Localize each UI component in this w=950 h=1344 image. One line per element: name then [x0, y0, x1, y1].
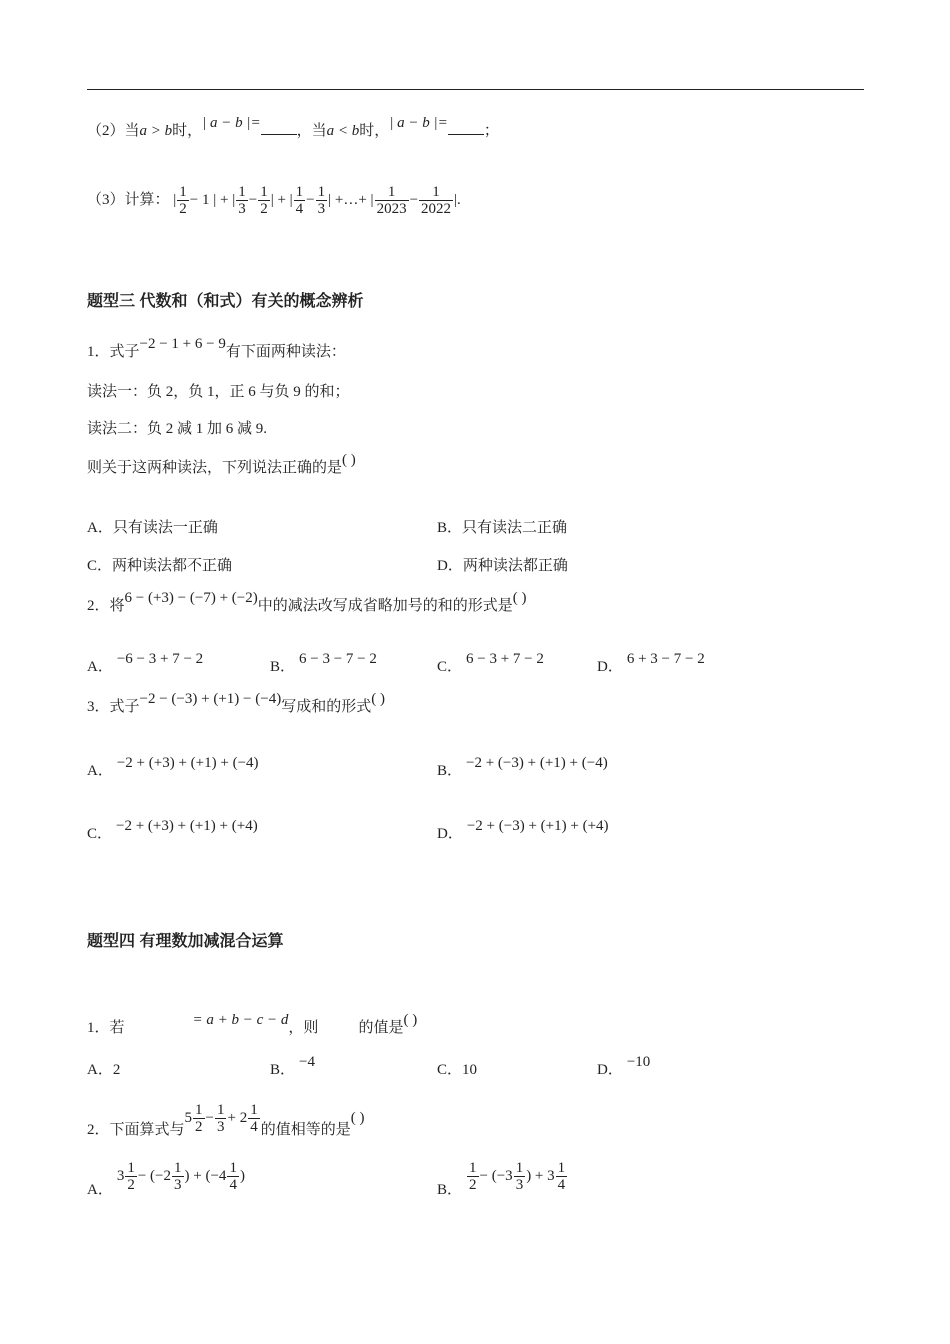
s3-q1-reading1: 读法一：负 2，负 1，正 6 与负 9 的和；	[87, 384, 350, 400]
header-rule	[87, 89, 864, 90]
s3-q1-option-a[interactable]: A．只有读法一正确	[87, 520, 218, 536]
s3-q3-expr: −2 − (−3) + (+1) − (−4)	[139, 691, 282, 707]
s4-q2-paren[interactable]: ( )	[350, 1110, 365, 1126]
q2-cond1: a > b	[139, 123, 173, 139]
s3-q1-option-b[interactable]: B．只有读法二正确	[437, 520, 568, 536]
s3-q1-option-d[interactable]: D．两种读法都正确	[437, 558, 568, 574]
s4-q2-option-a[interactable]: A．3 $\frac{1}{2}$ − (−2 $\frac{1}{3}$ ) + (−4 $\frac{1}{4}$ )	[87, 1160, 245, 1198]
q3-expression: | $\frac{1}{2}$ − 1 | + | $\frac{1}{3}$ − $\frac{1}{2}$ | + | $\frac{1}{4}$ − $\frac{1}{3}$ | +…+ | $\frac{1}{2023}$ − $\frac{1}{2022}$ |	[173, 184, 458, 218]
q3-end: .	[457, 192, 461, 208]
q2-abs2: | a − b |=	[389, 115, 448, 131]
s3-q2-expr: 6 − (+3) − (−7) + (−2)	[124, 590, 258, 606]
s3-q3-option-d[interactable]: D． −2 + (−3) + (+1) + (+4)	[437, 818, 609, 842]
s3-q3-option-a[interactable]: A． −2 + (+3) + (+1) + (−4)	[87, 755, 259, 779]
s4-q1-option-d[interactable]: D． −10	[597, 1054, 651, 1078]
s3-q3-option-b[interactable]: B． −2 + (−3) + (+1) + (−4)	[437, 755, 608, 779]
s3-q1-paren[interactable]: ( )	[342, 452, 356, 468]
s3-q3-stem: 3．式子−2 − (−3) + (+1) − (−4)写成和的形式( )	[87, 691, 385, 715]
s4-q1-option-a[interactable]: A．2	[87, 1062, 121, 1078]
s4-q1-stem: 1．若 = a + b − c − d，则 的值是( )	[87, 1012, 418, 1036]
q2-abs1: | a − b |=	[202, 115, 261, 131]
q2-end: ；	[483, 123, 499, 139]
s3-q2-option-a[interactable]: A． −6 − 3 + 7 − 2	[87, 651, 204, 675]
s3-q2-option-b[interactable]: B． 6 − 3 − 7 − 2	[270, 651, 377, 675]
s3-q3-option-c[interactable]: C． −2 + (+3) + (+1) + (+4)	[87, 818, 258, 842]
q2-text2: ，当	[296, 123, 327, 139]
s3-q3-paren[interactable]: ( )	[371, 691, 385, 707]
q2-blank1[interactable]	[261, 120, 297, 135]
s4-q2-option-b[interactable]: B． $\frac{1}{2}$ − (−3 $\frac{1}{3}$ ) + 3 $\frac{1}{4}$	[437, 1160, 566, 1198]
q2-text3: 时，	[359, 123, 390, 139]
s4-q2-stem: 2．下面算式与5 $\frac{1}{2}$ − $\frac{1}{3}$ + 2 $\frac{1}{4}$ 的值相等的是( )	[87, 1102, 365, 1138]
s4-q1-option-c[interactable]: C．10	[437, 1062, 478, 1078]
q-prev-2	[87, 115, 499, 141]
section4-title: 题型四 有理数加减混合运算	[87, 933, 284, 950]
q2-cond2: a < b	[326, 123, 360, 139]
s3-q1-reading2: 读法二：负 2 减 1 加 6 减 9.	[87, 421, 268, 437]
s3-q1-stem: 1．式子−2 − 1 + 6 − 9有下面两种读法：	[87, 336, 346, 360]
s3-q1-ask: 则关于这两种读法，下列说法正确的是( )	[87, 452, 356, 476]
q2-label: （2）当	[87, 123, 140, 139]
s4-q1-option-b[interactable]: B． −4	[270, 1054, 315, 1078]
s3-q1-option-c[interactable]: C．两种读法都不正确	[87, 558, 233, 574]
s3-q2-paren[interactable]: ( )	[512, 590, 527, 606]
q3-label: （3）计算：	[87, 192, 170, 208]
s3-q2-option-d[interactable]: D． 6 + 3 − 7 − 2	[597, 651, 705, 675]
s4-q1-paren[interactable]: ( )	[403, 1012, 418, 1028]
s4-q1-expr: = a + b − c − d	[192, 1012, 289, 1028]
q2-blank2[interactable]	[448, 120, 484, 135]
section3-title: 题型三 代数和（和式）有关的概念辨析	[87, 293, 364, 310]
s3-q2-option-c[interactable]: C． 6 − 3 + 7 − 2	[437, 651, 544, 675]
q2-text1: 时，	[172, 123, 203, 139]
s4-q2-expr: 5 $\frac{1}{2}$ − $\frac{1}{3}$ + 2 $\frac{1}{4}$	[184, 1102, 258, 1136]
q-prev-3	[87, 180, 461, 220]
s3-q2-stem: 2．将6 − (+3) − (−7) + (−2)中的减法改写成省略加号的和的形式是( )	[87, 590, 527, 614]
s3-q1-expr: −2 − 1 + 6 − 9	[139, 336, 226, 352]
